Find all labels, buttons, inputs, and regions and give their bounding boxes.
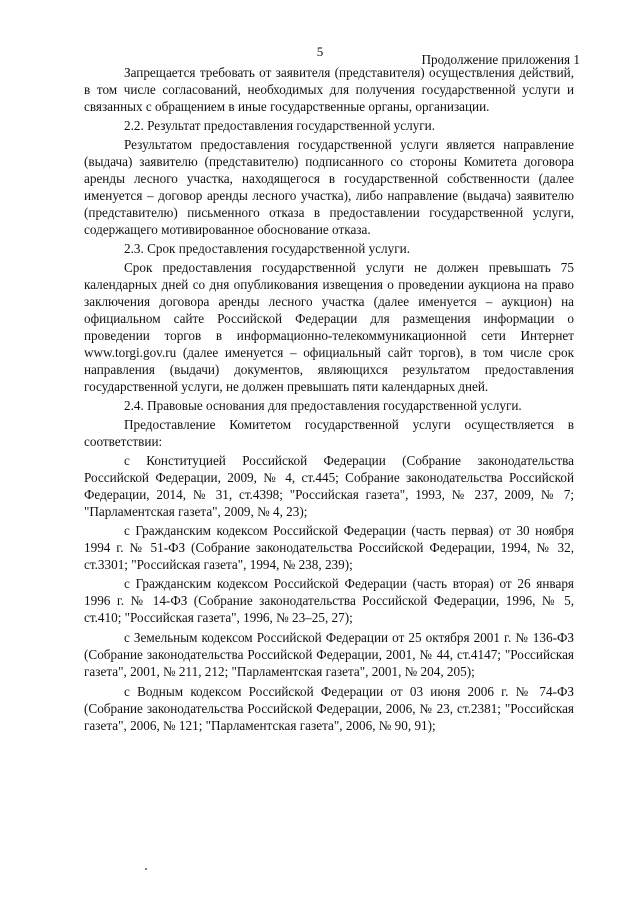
list-item-civil-code-part-one: с Гражданским кодексом Российской Федерации (часть первая) от 30 ноября 1994 г. № 51-ФЗ (Собрание законодательства Российской Федерации, 1994, № 32, ст.3301; "Российская газета", 1994, № 238, 239); [84, 523, 574, 572]
list-item-water-code: с Водным кодексом Российской Федерации от 03 июня 2006 г. № 74-ФЗ (Собрание законодательства Российской Федерации, 2006, № 23, ст.2381; "Российская газета", 2006, № 121; "Парламентская газета", 2006, № 90, 91); [84, 684, 574, 733]
document-body [84, 64, 574, 734]
paragraph-requirements-prohibition: Запрещается требовать от заявителя (представителя) осуществления действий, в том числе согласований, необходимых для получения государственной услуги и связанных с обращением в иные государственные органы, организации. [84, 65, 574, 114]
paragraph-service-term: Срок предоставления государственной услуги не должен превышать 75 календарных дней со дня опубликования извещения о проведении аукциона на право заключения договора аренды лесного участка (далее именуется – аукцион) на официальном сайте Российской Федерации для размещения информации о проведении торгов в информационно-телекоммуникационной сети Интернет www.torgi.gov.ru (далее именуется – официальный сайт торгов), в том числе срок направления (выдачи) документов, являющихся результатом предоставления государственной услуги, не должен превышать пяти календарных дней. [84, 260, 574, 394]
section-heading-2-4: 2.4. Правовые основания для предоставления государственной услуги. [124, 398, 522, 413]
page-number: 5 [316, 44, 324, 59]
section-heading-2-3: 2.3. Срок предоставления государственной услуги. [124, 241, 410, 256]
scan-speck [145, 868, 147, 870]
paragraph-service-result: Результатом предоставления государственной услуги является направление (выдача) заявителю (представителю) подписанного со стороны Комитета договора аренды лесного участка, находящегося в государственной собственности (далее именуется – договор аренды лесного участка), либо направление (выдача) заявителю (представителю) письменного отказа в предоставлении государственной услуги, содержащего мотивированное обоснование отказа. [84, 137, 574, 237]
section-heading-2-2: 2.2. Результат предоставления государственной услуги. [124, 118, 436, 133]
list-item-land-code: с Земельным кодексом Российской Федерации от 25 октября 2001 г. № 136-ФЗ (Собрание законодательства Российской Федерации, 2001, № 44, ст.4147; "Российская газета", 2001, № 211, 212; "Парламентская газета", 2001, № 204, 205); [84, 630, 574, 679]
list-item-constitution: с Конституцией Российской Федерации (Собрание законодательства Российской Федерации, 2009, № 4, ст.445; Собрание законодательства Российской Федерации, 2014, № 31, ст.4398; "Российская газета", 1993, № 237, 2009, № 7; "Парламентская газета", 2009, № 4, 23); [84, 453, 574, 519]
paragraph-legal-basis-intro: Предоставление Комитетом государственной услуги осуществляется в соответствии: [84, 417, 574, 449]
appendix-continuation-note: Продолжение приложения 1 [421, 52, 580, 67]
list-item-civil-code-part-two: с Гражданским кодексом Российской Федерации (часть вторая) от 26 января 1996 г. № 14-ФЗ (Собрание законодательства Российской Федерации, 1996, № 5, ст.410; "Российская газета", 1996, № 23–25, 27); [84, 576, 574, 625]
